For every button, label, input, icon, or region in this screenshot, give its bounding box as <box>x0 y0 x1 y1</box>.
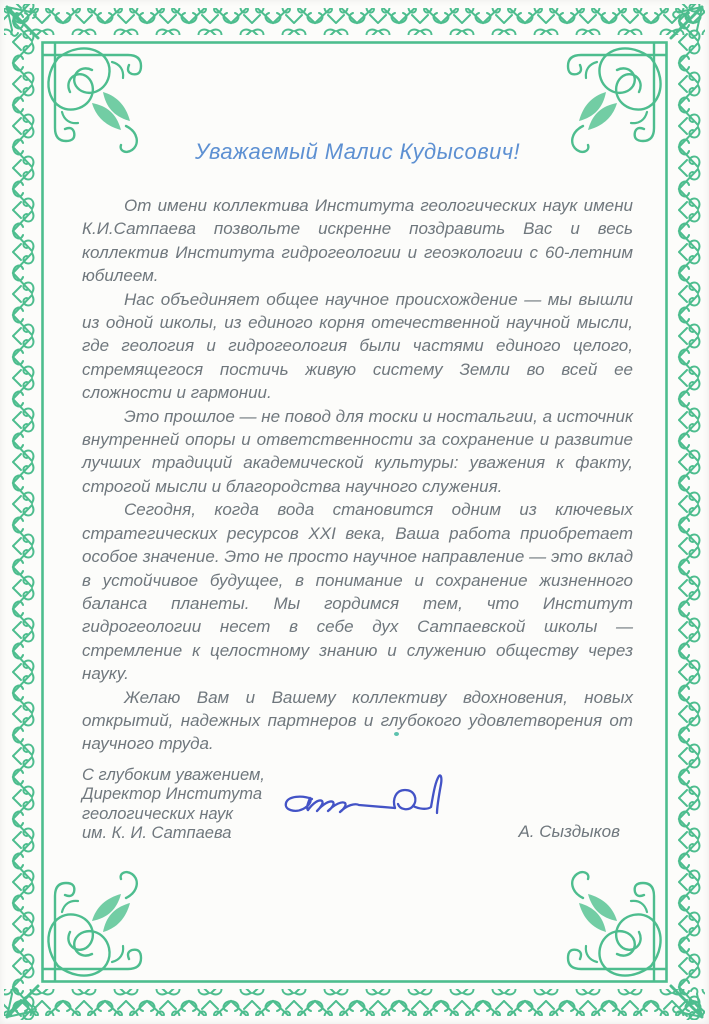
body-line: из одной школы, из единого корня отечественной научной мысли, <box>82 313 633 333</box>
closing-line: геологических наук <box>82 804 234 823</box>
body-line: открытий, надежных партнеров и глубокого удовлетворения от <box>82 710 633 730</box>
body-line: юбилеем. <box>82 266 159 286</box>
closing-block <box>82 766 265 844</box>
body-line: Нас объединяет общее научное происхождение — мы вышли <box>124 289 633 309</box>
body-line: внутренней опоры и ответственности за сохранение и развитие <box>82 430 633 450</box>
salutation: Уважаемый Малис Кудысович! <box>194 139 521 164</box>
body-line: стремление к целостному знанию и служению обществу через <box>82 640 633 660</box>
paragraph <box>82 288 633 405</box>
closing-line: С глубоким уважением, <box>82 766 265 784</box>
paragraph <box>82 498 633 685</box>
paragraph <box>82 405 633 499</box>
body-line: в устойчивое будущее, в понимание и сохранение жизненного <box>82 570 633 590</box>
body-line: научного труда. <box>82 734 214 754</box>
body-line: стратегических ресурсов XXI века, Ваша работа приобретает <box>82 523 633 543</box>
body-line: строгой мысли и благородства научного служения. <box>82 476 503 496</box>
body-line: Это прошлое — не повод для тоски и ностальгии, а источник <box>124 406 634 426</box>
closing-line: Директор Института <box>82 785 263 804</box>
body-line: науку. <box>82 664 129 684</box>
body-line: коллектив Института гидрогеологии и геоэкологии с 60-летним <box>82 242 633 262</box>
body-line: особое значение. Это не просто научное направление — это вклад <box>82 547 633 567</box>
body-line: где геология и гидрогеология были частями единого целого, <box>82 336 633 356</box>
body-line: Желаю Вам и Вашему коллективу вдохновения, новых <box>124 687 633 707</box>
body-line: баланса планеты. Мы гордимся тем, что Институт <box>82 593 633 613</box>
body-line: К.И.Сатпаева позвольте искренне поздравить Вас и весь <box>82 219 633 239</box>
paragraph <box>82 686 633 756</box>
body-line: гидрогеологии несет в себе дух Сатпаевской школы — <box>82 617 633 637</box>
signer-name: А. Сыздыков <box>518 822 620 841</box>
body-line: стремящегося постичь живую систему Земли во всей ее <box>82 359 633 379</box>
closing-line: им. К. И. Сатпаева <box>82 824 232 843</box>
letter-body <box>82 194 633 756</box>
paragraph <box>82 194 633 288</box>
body-line: сложности и гармонии. <box>82 383 272 403</box>
body-line: лучших традиций академической культуры: уважения к факту, <box>82 453 633 473</box>
body-line: От имени коллектива Института геологических наук имени <box>124 196 633 215</box>
scan-speck <box>394 732 399 736</box>
body-line: Сегодня, когда вода становится одним из ключевых <box>124 500 633 520</box>
